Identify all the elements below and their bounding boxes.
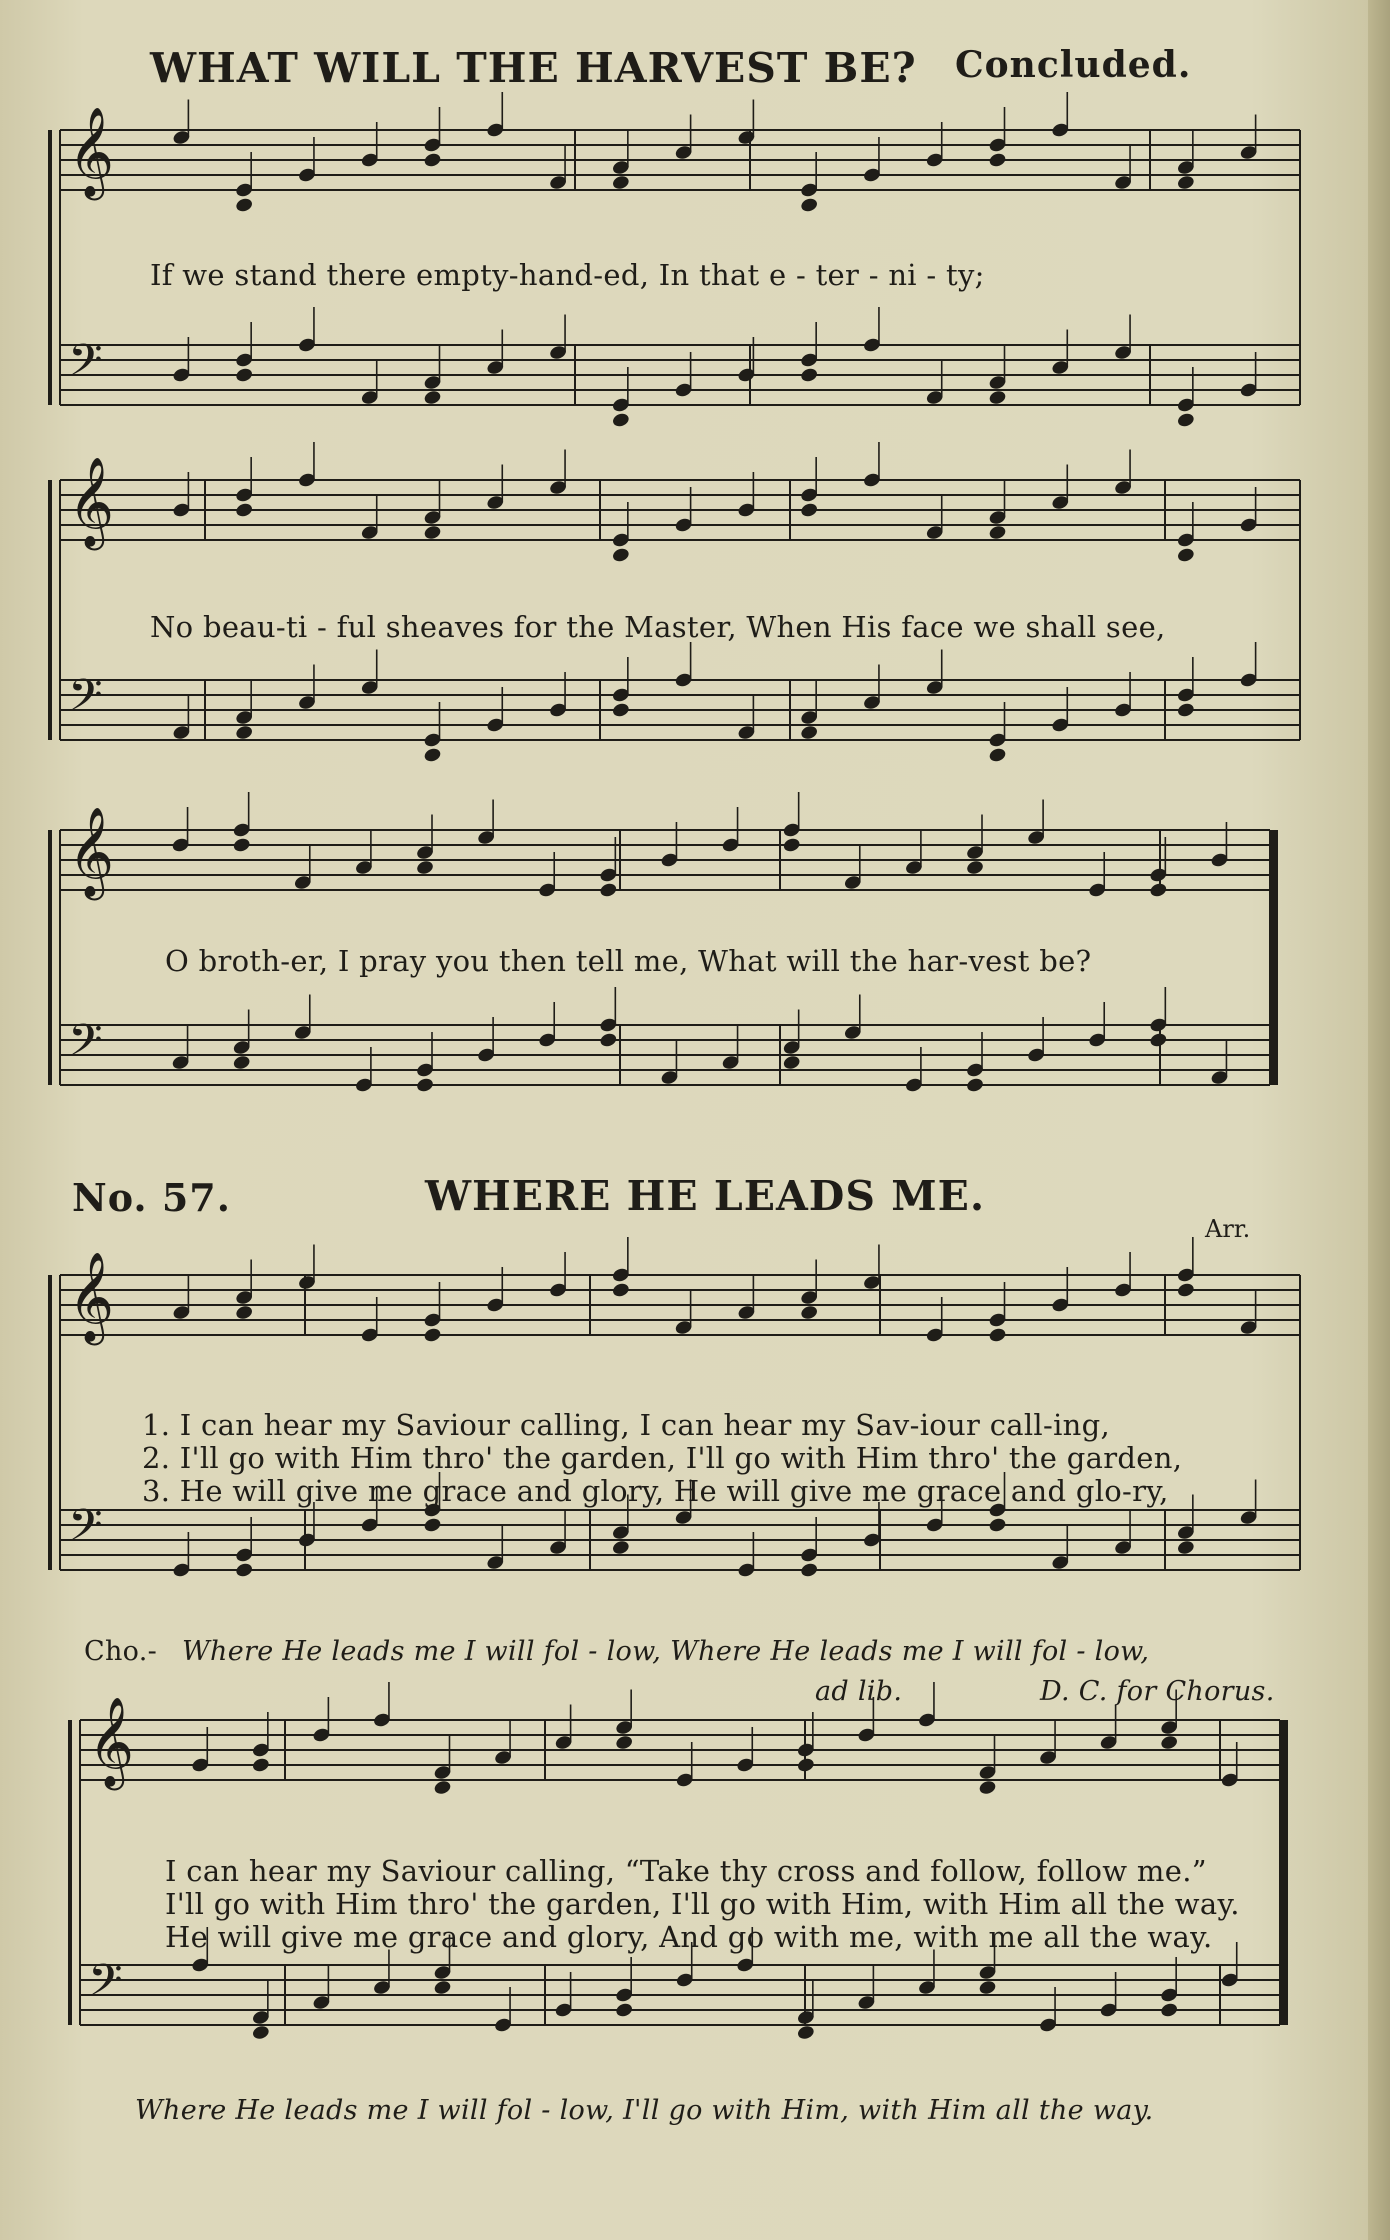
system-2-treble-chord-note <box>800 502 819 519</box>
system-3-treble-chord-note <box>232 837 251 854</box>
system-5-treble-clef: 𝄞 <box>88 1697 135 1787</box>
system-3-treble-chord-note <box>599 882 618 899</box>
system-2-bass-clef: 𝄢 <box>68 669 103 732</box>
system-5-treble-chord-note <box>433 1779 452 1796</box>
system-4-bass-chord-note <box>235 1562 254 1579</box>
system-4-treble-chord-note <box>611 1282 630 1299</box>
system-5-bass-chord-note <box>978 1979 997 1996</box>
system-4-treble-chord-note <box>1176 1282 1195 1299</box>
system-3-bass-chord-note <box>782 1054 801 1071</box>
dc-for-chorus-mark: D. C. for Chorus. <box>1040 1676 1275 1707</box>
system-2-treble-chord-note <box>423 524 442 541</box>
system-4-bass-clef: 𝄢 <box>68 1499 103 1562</box>
song2-credit: Arr. <box>1205 1215 1251 1243</box>
song2-number: No. 57. <box>72 1175 231 1220</box>
song2-verse-1-line-1: 1. I can hear my Saviour calling, I can hear my Sav-iour call-ing, <box>142 1408 1111 1442</box>
system-1-bass-chord-note <box>988 389 1007 406</box>
system-3-bass-chord-note <box>965 1077 984 1094</box>
song1-lyric-line-1: If we stand there empty-hand-ed, In that e - ter - ni - ty; <box>150 258 985 292</box>
system-2-bass-chord-note <box>1176 702 1195 719</box>
system-4-treble-chord-note <box>423 1327 442 1344</box>
system-3-bass-chord-note <box>599 1032 618 1049</box>
system-4-bass-chord-note <box>1176 1539 1195 1556</box>
ad-lib-mark: ad lib. <box>815 1676 903 1707</box>
system-5-bass-chord-note <box>796 2024 815 2041</box>
system-5-bass-clef: 𝄢 <box>88 1954 123 2017</box>
system-5-treble-chord-note <box>1160 1734 1179 1751</box>
chorus-line-1: Where He leads me I will fol - low, Where He leads me I will fol - low, <box>182 1636 1150 1667</box>
system-3-bass-chord-note <box>232 1054 251 1071</box>
system-5-treble-chord-note <box>251 1757 270 1774</box>
system-1-treble-chord-note <box>611 174 630 191</box>
song1-lyric-line-2: No beau-ti - ful sheaves for the Master, When His face we shall see, <box>150 610 1166 644</box>
song2-verse-3-line-2: He will give me grace and glory, And go with me, with me all the way. <box>165 1920 1213 1954</box>
system-2-treble-chord-note <box>235 502 254 519</box>
system-3-treble-chord-note <box>965 859 984 876</box>
system-2-treble-chord-note <box>988 524 1007 541</box>
system-4-treble-chord-note <box>235 1304 254 1321</box>
song2-verse-1-line-2: I can hear my Saviour calling, “Take thy cross and follow, follow me.” <box>165 1854 1207 1888</box>
system-2-bass-chord-note <box>988 747 1007 764</box>
song2-verse-3-line-1: 3. He will give me grace and glory, He will give me grace and glo-ry, <box>142 1474 1169 1508</box>
system-2-bass-chord-note <box>611 702 630 719</box>
system-1-treble-chord-note <box>800 197 819 214</box>
system-1-bass-chord-note <box>235 367 254 384</box>
song2-verse-2-line-2: I'll go with Him thro' the garden, I'll go with Him, with Him all the way. <box>165 1887 1240 1921</box>
system-1-treble-clef: 𝄞 <box>68 107 115 197</box>
system-3-final-barline <box>1270 830 1278 1085</box>
system-2-bass-chord-note <box>423 747 442 764</box>
system-5-bass-chord-note <box>615 2002 634 2019</box>
system-3-bass-chord-note <box>415 1077 434 1094</box>
chorus-label: Cho.- <box>84 1636 158 1667</box>
system-3-bass-clef: 𝄢 <box>68 1014 103 1077</box>
system-5-treble-chord-note <box>796 1757 815 1774</box>
song2-title: WHERE HE LEADS ME. <box>425 1172 986 1220</box>
system-4-bass-chord-note <box>423 1517 442 1534</box>
system-4-bass-chord-note <box>988 1517 1007 1534</box>
chorus-line-2: Where He leads me I will fol - low, I'll go with Him, with Him all the way. <box>135 2095 1154 2126</box>
song1-status: Concluded. <box>955 44 1192 86</box>
system-2-bass-chord-note <box>800 724 819 741</box>
system-1-treble-chord-note <box>423 152 442 169</box>
system-2-treble-chord-note <box>1176 547 1195 564</box>
system-2-treble-chord-note <box>611 547 630 564</box>
system-1-bass-chord-note <box>611 412 630 429</box>
system-4-treble-clef: 𝄞 <box>68 1252 115 1342</box>
song2-verse-2-line-1: 2. I'll go with Him thro' the garden, I'll go with Him thro' the garden, <box>142 1441 1183 1475</box>
system-5-bass-chord-note <box>1160 2002 1179 2019</box>
system-1-treble-chord-note <box>988 152 1007 169</box>
system-3-treble-clef: 𝄞 <box>68 807 115 897</box>
system-1-treble-chord-note <box>235 197 254 214</box>
system-5-treble-chord-note <box>978 1779 997 1796</box>
system-5-treble-chord-note <box>615 1734 634 1751</box>
system-1-bass-clef: 𝄢 <box>68 334 103 397</box>
system-2-bass-chord-note <box>235 724 254 741</box>
system-4-treble-chord-note <box>988 1327 1007 1344</box>
system-3-treble-chord-note <box>1149 882 1168 899</box>
system-4-bass-chord-note <box>611 1539 630 1556</box>
system-2-treble-clef: 𝄞 <box>68 457 115 547</box>
system-1-bass-chord-note <box>1176 412 1195 429</box>
system-4-treble-chord-note <box>800 1304 819 1321</box>
system-5-bass-chord-note <box>433 1979 452 1996</box>
system-3-treble-chord-note <box>782 837 801 854</box>
system-4-bass-chord-note <box>800 1562 819 1579</box>
system-1-treble-chord-note <box>1176 174 1195 191</box>
song1-lyric-line-3: O broth-er, I pray you then tell me, What will the har-vest be? <box>165 944 1092 978</box>
system-1-bass-chord-note <box>800 367 819 384</box>
system-3-treble-chord-note <box>415 859 434 876</box>
song1-title: WHAT WILL THE HARVEST BE? <box>150 44 917 92</box>
system-5-bass-chord-note <box>251 2024 270 2041</box>
system-3-bass-chord-note <box>1149 1032 1168 1049</box>
system-5-final-barline <box>1280 1720 1288 2025</box>
system-1-bass-chord-note <box>423 389 442 406</box>
